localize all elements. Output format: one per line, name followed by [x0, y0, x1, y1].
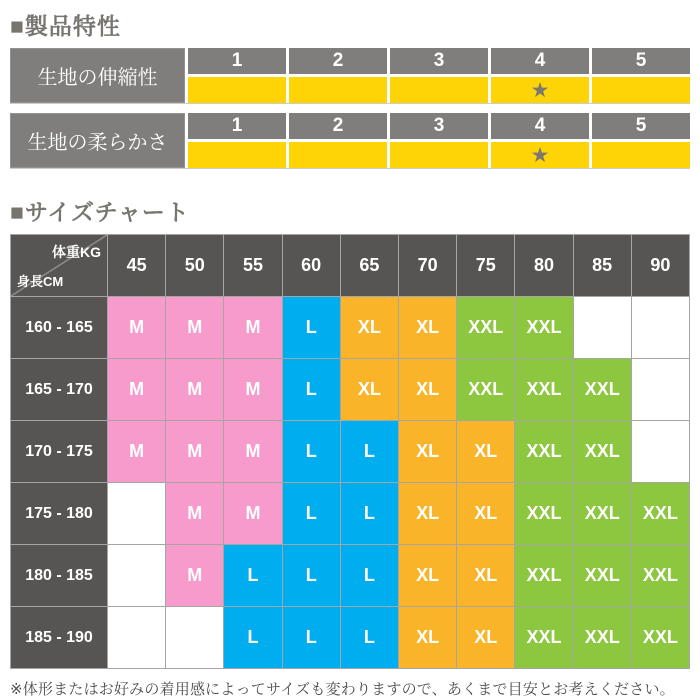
- size-cell: XL: [341, 297, 398, 358]
- rating-value-cell: [491, 77, 589, 103]
- size-cell-empty: [574, 297, 631, 358]
- rating-table-stretch: [10, 48, 690, 103]
- size-cell: XXL: [515, 421, 572, 482]
- rating-value-cell: [592, 142, 690, 168]
- size-cell: M: [166, 545, 223, 606]
- weight-header-cell: 85: [574, 235, 631, 296]
- size-cell: XXL: [632, 607, 689, 668]
- size-cell: M: [166, 359, 223, 420]
- weight-header-cell: 90: [632, 235, 689, 296]
- rating-scale-number: 3: [390, 113, 488, 139]
- height-row-label: 175 - 180: [11, 483, 107, 544]
- size-cell: XXL: [515, 483, 572, 544]
- rating-label-stretch: 生地の伸縮性: [10, 48, 185, 103]
- size-cell: XL: [399, 359, 456, 420]
- size-cell: XXL: [574, 421, 631, 482]
- star-icon: ★: [530, 78, 550, 102]
- size-cell: M: [166, 421, 223, 482]
- size-cell-empty: [632, 297, 689, 358]
- rating-value-cell: [289, 77, 387, 103]
- size-cell: XL: [399, 607, 456, 668]
- size-cell: XXL: [515, 359, 572, 420]
- rating-scale-number: 4: [491, 48, 589, 74]
- size-cell: XXL: [632, 483, 689, 544]
- star-icon: ★: [530, 143, 550, 167]
- size-cell: L: [341, 483, 398, 544]
- height-axis-label: 身長CM: [17, 274, 64, 289]
- size-cell-empty: [166, 607, 223, 668]
- rating-value-cell: [390, 142, 488, 168]
- size-cell: M: [224, 483, 281, 544]
- size-cell: L: [224, 607, 281, 668]
- size-cell: XXL: [574, 607, 631, 668]
- size-cell: XL: [399, 297, 456, 358]
- rating-table-softness: [10, 113, 690, 168]
- size-cell: XL: [457, 483, 514, 544]
- height-row-label: 170 - 175: [11, 421, 107, 482]
- size-cell: XL: [399, 545, 456, 606]
- size-cell: L: [341, 545, 398, 606]
- rating-scale-number: 2: [289, 48, 387, 74]
- rating-scale-number: 1: [188, 113, 286, 139]
- rating-scale-number: 5: [592, 113, 690, 139]
- weight-header-cell: 55: [224, 235, 281, 296]
- weight-header-cell: 65: [341, 235, 398, 296]
- weight-axis-label: 体重KG: [52, 244, 101, 260]
- size-cell: L: [283, 545, 340, 606]
- size-cell: M: [108, 359, 165, 420]
- size-cell: L: [341, 421, 398, 482]
- size-cell: XXL: [574, 483, 631, 544]
- size-cell-empty: [108, 607, 165, 668]
- size-cell-empty: [108, 483, 165, 544]
- rating-scale-number: 5: [592, 48, 690, 74]
- size-cell: M: [224, 421, 281, 482]
- size-cell-empty: [108, 545, 165, 606]
- size-cell: XL: [457, 607, 514, 668]
- size-cell: L: [283, 483, 340, 544]
- rating-scale-number: 4: [491, 113, 589, 139]
- product-features-heading: ■製品特性: [10, 13, 121, 39]
- size-cell: XL: [457, 421, 514, 482]
- rating-value-cell: [188, 77, 286, 103]
- size-cell: L: [283, 607, 340, 668]
- weight-header-cell: 75: [457, 235, 514, 296]
- size-cell: XXL: [515, 545, 572, 606]
- weight-header-cell: 45: [108, 235, 165, 296]
- size-cell: XXL: [574, 545, 631, 606]
- rating-value-cell: [592, 77, 690, 103]
- size-cell: XXL: [574, 359, 631, 420]
- disclaimer-note: ※体形またはお好みの着用感によってサイズも変わりますので、あくまで目安とお考えください。: [10, 681, 675, 698]
- weight-header-cell: 50: [166, 235, 223, 296]
- size-cell: M: [224, 297, 281, 358]
- rating-scale-number: 1: [188, 48, 286, 74]
- rating-scale-number: 3: [390, 48, 488, 74]
- size-chart-table: [10, 234, 690, 669]
- size-cell: M: [108, 421, 165, 482]
- size-cell: XL: [457, 545, 514, 606]
- size-cell: XXL: [457, 297, 514, 358]
- corner-cell: [11, 235, 107, 296]
- rating-scale-number: 2: [289, 113, 387, 139]
- height-row-label: 165 - 170: [11, 359, 107, 420]
- weight-header-cell: 80: [515, 235, 572, 296]
- size-chart-heading: ■サイズチャート: [10, 199, 190, 225]
- size-cell: L: [341, 607, 398, 668]
- size-cell: L: [224, 545, 281, 606]
- rating-value-cell: [289, 142, 387, 168]
- weight-header-cell: 70: [399, 235, 456, 296]
- size-cell-empty: [632, 421, 689, 482]
- rating-value-cell: [491, 142, 589, 168]
- size-cell: L: [283, 421, 340, 482]
- size-cell: XL: [399, 483, 456, 544]
- size-cell: M: [224, 359, 281, 420]
- size-cell: XXL: [515, 607, 572, 668]
- size-cell: XL: [341, 359, 398, 420]
- rating-value-cell: [390, 77, 488, 103]
- size-chart-section: [10, 194, 690, 669]
- height-row-label: 160 - 165: [11, 297, 107, 358]
- size-cell: XXL: [632, 545, 689, 606]
- size-cell: L: [283, 297, 340, 358]
- size-cell: M: [166, 297, 223, 358]
- size-cell: XXL: [515, 297, 572, 358]
- size-cell: M: [108, 297, 165, 358]
- weight-header-cell: 60: [283, 235, 340, 296]
- size-cell-empty: [632, 359, 689, 420]
- size-cell: XL: [399, 421, 456, 482]
- size-cell: XXL: [457, 359, 514, 420]
- height-row-label: 185 - 190: [11, 607, 107, 668]
- height-row-label: 180 - 185: [11, 545, 107, 606]
- rating-label-softness: 生地の柔らかさ: [10, 113, 185, 168]
- size-cell: M: [166, 483, 223, 544]
- size-cell: L: [283, 359, 340, 420]
- rating-value-cell: [188, 142, 286, 168]
